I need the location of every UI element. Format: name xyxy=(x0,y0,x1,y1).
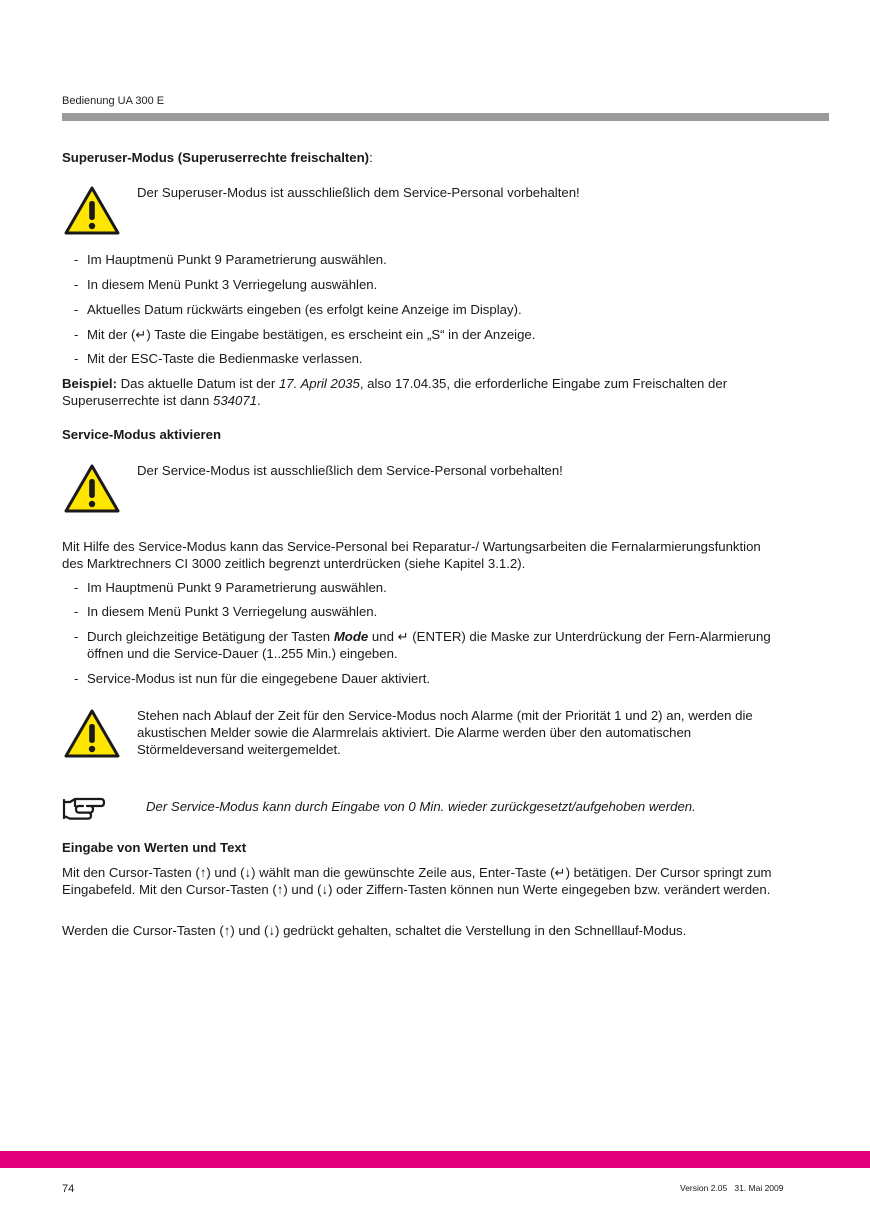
service-heading: Service-Modus aktivieren xyxy=(62,427,222,442)
list-item: - Im Hauptmenü Punkt 9 Parametrierung auswählen. xyxy=(74,252,387,267)
pointing-hand-icon xyxy=(61,796,105,822)
list-item: - Service-Modus ist nun für die eingegebene Dauer aktiviert. xyxy=(74,671,431,686)
service-warning-2: Stehen nach Ablauf der Zeit für den Service-Modus noch Alarme (mit der Priorität 1 und 2) an, werden die akustischen Melder sowie die Alarmrelais aktiviert. Die Alarme werden über den automatischen Störmeldeversand weitergemeldet. xyxy=(137,708,753,757)
list-item: - In diesem Menü Punkt 3 Verriegelung auswählen. xyxy=(74,277,378,292)
warning-icon xyxy=(64,708,120,758)
superuser-heading: Superuser-Modus (Superuserrechte freischalten): xyxy=(62,150,373,165)
list-item: - Mit der ESC-Taste die Bedienmaske verlassen. xyxy=(74,351,363,366)
input-para-2: Werden die Cursor-Tasten (↑) und (↓) gedrückt gehalten, schaltet die Verstellung in den Schnelllauf-Modus. xyxy=(62,923,687,938)
list-item: - Mit der (↵) Taste die Eingabe bestätigen, es erscheint ein „S“ in der Anzeige. xyxy=(74,327,536,342)
list-item: - In diesem Menü Punkt 3 Verriegelung auswählen. xyxy=(74,604,378,619)
list-item: - Durch gleichzeitige Betätigung der Tasten Mode und ↵ (ENTER) die Maske zur Unterdrückung der Fern-Alarmierung öffnen und die Service-Dauer (1..255 Min.) eingeben. xyxy=(74,629,771,661)
footer-bar xyxy=(0,1151,870,1168)
warning-icon xyxy=(64,185,120,235)
service-warning: Der Service-Modus ist ausschließlich dem Service-Personal vorbehalten! xyxy=(137,463,563,478)
input-para-1: Mit den Cursor-Tasten (↑) und (↓) wählt man die gewünschte Zeile aus, Enter-Taste (↵) betätigen. Der Cursor springt zum Eingabefeld. Mit den Cursor-Tasten (↑) und (↓) oder Ziffern-Tasten können nun Werte eingegeben bzw. verändert werden. xyxy=(62,865,772,897)
service-note: Der Service-Modus kann durch Eingabe von 0 Min. wieder zurückgesetzt/aufgehoben werden. xyxy=(146,799,696,814)
page-number: 74 xyxy=(62,1183,75,1195)
version-info: Version 2.05 31. Mai 2009 xyxy=(680,1183,784,1193)
warning-icon xyxy=(64,463,120,513)
input-heading: Eingabe von Werten und Text xyxy=(62,840,247,855)
superuser-warning: Der Superuser-Modus ist ausschließlich dem Service-Personal vorbehalten! xyxy=(137,185,580,200)
list-item: - Aktuelles Datum rückwärts eingeben (es erfolgt keine Anzeige im Display). xyxy=(74,302,522,317)
running-header: Bedienung UA 300 E xyxy=(62,95,165,107)
header-rule xyxy=(62,113,829,121)
superuser-example: Beispiel: Das aktuelle Datum ist der 17. April 2035, also 17.04.35, die erforderliche Eingabe zum Freischalten der Superuserrechte ist dann 534071. xyxy=(62,376,728,408)
list-item: - Im Hauptmenü Punkt 9 Parametrierung auswählen. xyxy=(74,580,387,595)
service-intro: Mit Hilfe des Service-Modus kann das Service-Personal bei Reparatur-/ Wartungsarbeiten die Fernalarmierungsfunktion des Marktrechners CI 3000 zeitlich begrenzt unterdrücken (siehe Kapitel 3.1.2). xyxy=(62,539,761,571)
